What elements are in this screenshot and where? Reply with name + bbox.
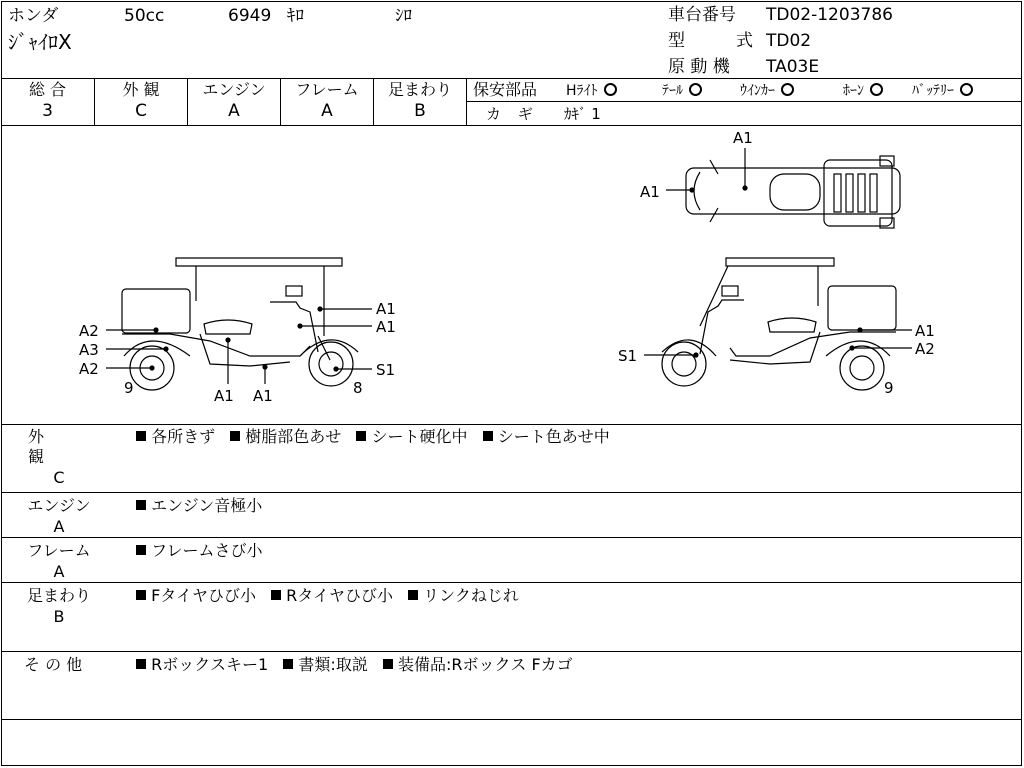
maker: ホンダ (8, 6, 59, 26)
bullet-square-icon (356, 431, 366, 441)
grade-value: C (135, 101, 147, 121)
left-leader-lines (106, 307, 372, 384)
note-item: Fタイヤひび小 (151, 586, 256, 605)
bullet-square-icon (136, 590, 146, 600)
scooter-right-view (662, 258, 896, 390)
bullet-square-icon (136, 659, 146, 669)
damage-label: A1 (640, 183, 660, 201)
bullet-square-icon (136, 500, 146, 510)
note-title: そ の 他 (24, 655, 83, 674)
wheel-number: 8 (353, 379, 363, 397)
safety-item-tail (662, 81, 702, 101)
note-item: Rボックスキー1 (151, 655, 269, 674)
safety-item-label: ﾃｰﾙ (662, 83, 683, 99)
bullet-square-icon (408, 590, 418, 600)
note-item: リンクねじれ (423, 586, 519, 605)
damage-label: A1 (733, 129, 753, 147)
model-name: ｼﾞｬｲﾛX (8, 30, 72, 54)
frame-no-label: 車台番号 (668, 5, 736, 25)
safety-item-label: ﾊﾞｯﾃﾘｰ (912, 83, 954, 99)
divider (1, 492, 1022, 493)
damage-label: A2 (79, 322, 99, 340)
key-value: ｶｷﾞ 1 (564, 105, 601, 123)
damage-label: A2 (915, 340, 935, 358)
color: ｼﾛ (395, 6, 412, 26)
frame-no: TD02-1203786 (766, 5, 893, 25)
grade-label: 外 観 (122, 80, 160, 99)
type-label-1: 型 (668, 31, 685, 51)
safety-item-battery (912, 81, 973, 101)
damage-label: A3 (79, 341, 99, 359)
grade-cell-suspension (374, 80, 466, 122)
divider (1, 537, 1022, 538)
damage-label: A1 (214, 387, 234, 405)
divider (1, 78, 1022, 79)
damage-label: A1 (253, 387, 273, 405)
note-item: 装備品:Rボックス Fカゴ (398, 655, 573, 674)
note-item: Rタイヤひび小 (286, 586, 393, 605)
note-grade: A (53, 562, 65, 581)
divider (1, 582, 1022, 583)
displacement: 50cc (124, 6, 165, 26)
grade-value: 3 (42, 101, 53, 121)
note-grade: A (53, 517, 65, 536)
mileage-unit: ｷﾛ (287, 6, 304, 26)
note-grade: B (53, 607, 65, 626)
note-items-engine (136, 496, 272, 516)
engine-value: TA03E (766, 57, 820, 77)
ok-circle-icon (604, 83, 617, 96)
note-item: シート色あせ中 (497, 427, 610, 446)
ok-circle-icon (960, 83, 973, 96)
safety-item-label: ﾎｰﾝ (843, 83, 864, 99)
note-heading-suspension (24, 586, 94, 628)
damage-label: S1 (618, 347, 638, 365)
note-item: シート硬化中 (371, 427, 468, 446)
grade-label: エンジン (202, 80, 266, 99)
engine-label: 原 動 機 (668, 57, 730, 77)
bullet-square-icon (271, 590, 281, 600)
note-item: 樹脂部色あせ (245, 427, 342, 446)
bullet-square-icon (383, 659, 393, 669)
bullet-square-icon (483, 431, 493, 441)
safety-item-label: ｳｲﾝｶｰ (740, 83, 775, 99)
note-title: フレーム (27, 541, 91, 560)
grade-value: B (414, 101, 426, 121)
scooter-left-view (122, 258, 358, 390)
grade-cell-engine (188, 80, 280, 122)
safety-item-headlight (566, 81, 617, 101)
ok-circle-icon (781, 83, 794, 96)
note-title: エンジン (27, 496, 91, 515)
key-label: カ ギ (486, 105, 539, 123)
scooter-diagram (0, 126, 1024, 424)
bullet-square-icon (136, 431, 146, 441)
damage-label: A1 (376, 318, 396, 336)
note-title: 外 観 (28, 427, 55, 466)
grade-cell-exterior (95, 80, 187, 122)
note-item: フレームさび小 (151, 541, 263, 560)
note-item: 書類:取説 (298, 655, 368, 674)
grade-label: 足まわり (387, 80, 452, 99)
type-label-2: 式 (736, 31, 753, 51)
divider (1, 719, 1022, 720)
damage-label: A1 (376, 300, 396, 318)
grade-label: 総 合 (28, 80, 67, 99)
type-value: TD02 (766, 31, 812, 51)
grade-label: フレーム (295, 80, 359, 99)
note-items-suspension (136, 586, 529, 606)
note-title: 足まわり (26, 586, 91, 605)
note-item: 各所きず (151, 427, 216, 446)
note-heading-other (24, 655, 104, 675)
divider (1, 424, 1022, 425)
damage-label: A1 (915, 322, 935, 340)
grade-value: A (228, 101, 240, 121)
grade-cell-total (1, 80, 94, 122)
safety-item-horn (843, 81, 883, 101)
mileage: 6949 (228, 6, 272, 26)
note-heading-frame (24, 541, 94, 583)
damage-label: S1 (376, 361, 396, 379)
divider (1, 651, 1022, 652)
ok-circle-icon (870, 83, 883, 96)
safety-item-label: Hﾗｲﾄ (566, 83, 598, 99)
wheel-number: 9 (124, 379, 134, 397)
bullet-square-icon (283, 659, 293, 669)
note-grade: C (53, 468, 65, 487)
scooter-top-view (666, 148, 900, 228)
note-items-other (136, 655, 583, 675)
note-item: エンジン音極小 (151, 496, 263, 515)
safety-label: 保安部品 (473, 80, 538, 99)
wheel-number: 9 (884, 379, 894, 397)
grade-cell-frame (281, 80, 373, 122)
note-heading-exterior (24, 427, 94, 489)
note-heading-engine (24, 496, 94, 538)
grade-value: A (321, 101, 333, 121)
note-items-frame (136, 541, 272, 561)
bullet-square-icon (230, 431, 240, 441)
ok-circle-icon (689, 83, 702, 96)
damage-label: A2 (79, 360, 99, 378)
divider (467, 101, 1022, 102)
note-items-exterior (136, 427, 620, 447)
divider (466, 78, 467, 126)
bullet-square-icon (136, 545, 146, 555)
safety-item-winker (740, 81, 794, 101)
